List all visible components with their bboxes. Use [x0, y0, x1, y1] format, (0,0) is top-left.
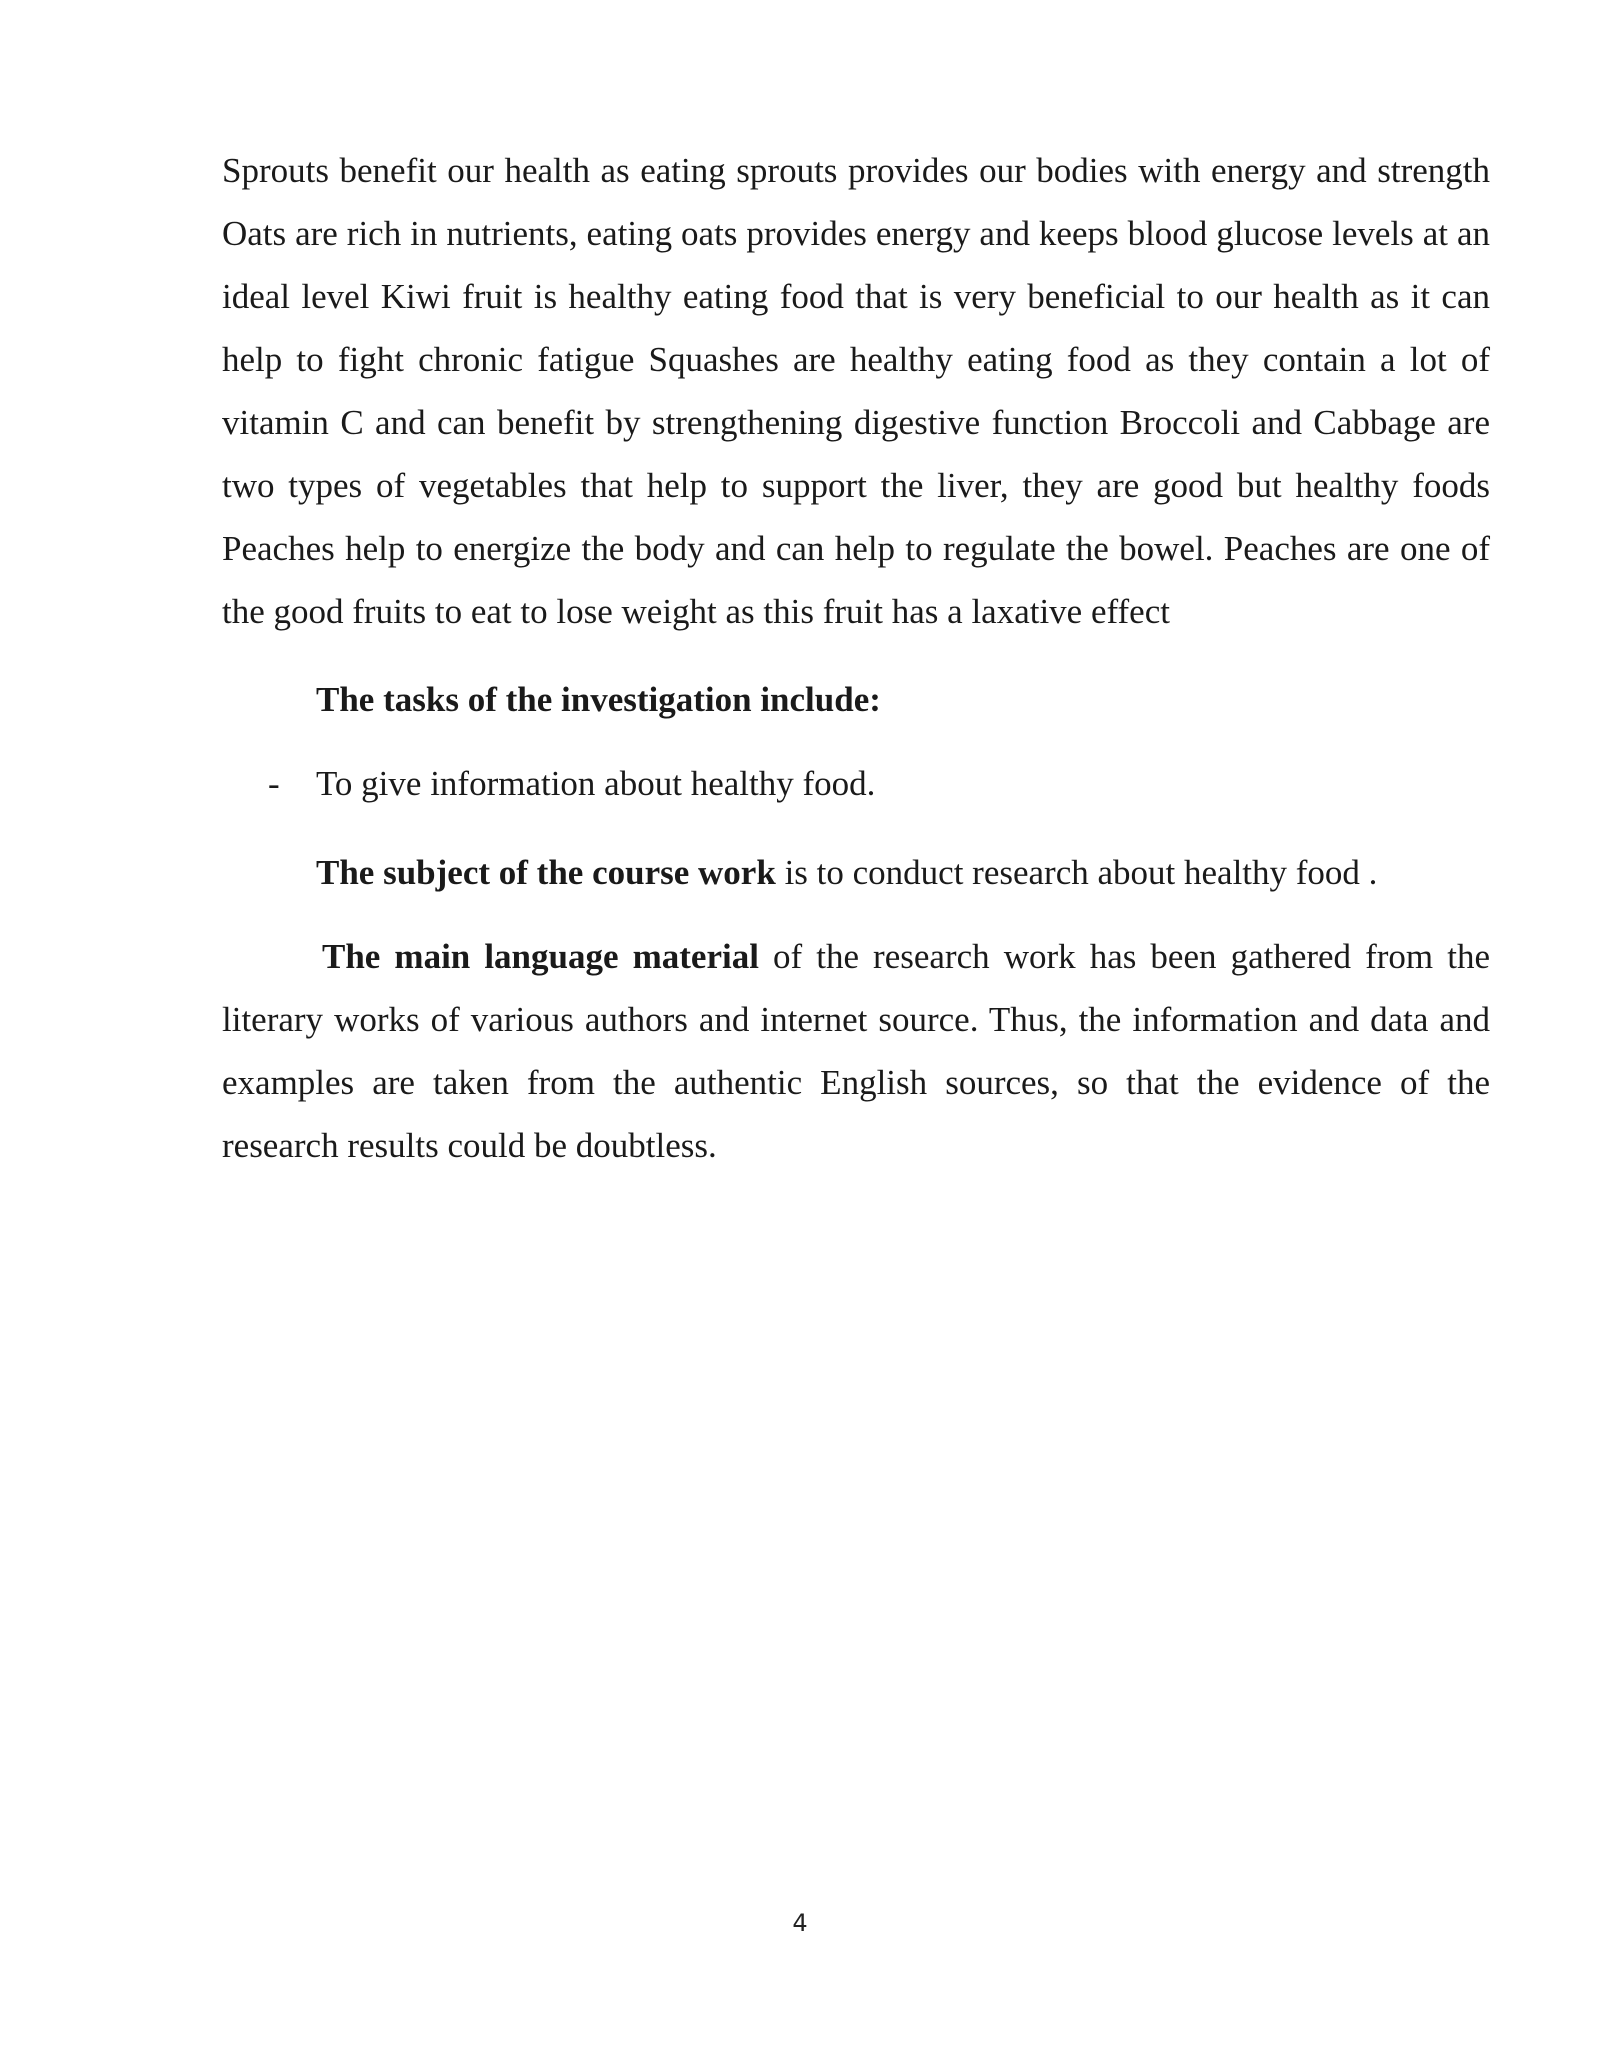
- material-text: of the research work has been gathered from the literary works of various authors and internet source. Thus, the information and data and examples are taken from the authentic English sources, so that the evidence of the research results could be doubtless.: [222, 937, 1490, 1165]
- subject-bold-term: The subject of the course work: [316, 853, 776, 892]
- tasks-heading: The tasks of the investigation include:: [316, 680, 881, 719]
- material-bold-term: The main language material: [322, 937, 759, 976]
- material-paragraph: [222, 925, 1490, 1177]
- body-paragraph-foods: Sprouts benefit our health as eating sprouts provides our bodies with energy and strength Oats are rich in nutrients, eating oats provides energy and keeps blood glucose levels at an ideal level Kiwi fruit is healthy eating food that is very beneficial to our health as it can help to fight chronic fatigue Squashes are healthy eating food as they contain a lot of vitamin C and can benefit by strengthening digestive function Broccoli and Cabbage are two types of vegetables that help to support the liver, they are good but healthy foods Peaches help to energize the body and can help to regulate the bowel. Peaches are one of the good fruits to eat to lose weight as this fruit has a laxative effect: [222, 151, 1490, 631]
- page-number: 4: [792, 1909, 808, 1937]
- subject-text: is to conduct research about healthy food .: [775, 853, 1378, 892]
- list-bullet-dash: -: [268, 764, 280, 803]
- subject-paragraph: [316, 841, 1377, 904]
- list-item-task: To give information about healthy food.: [316, 764, 876, 803]
